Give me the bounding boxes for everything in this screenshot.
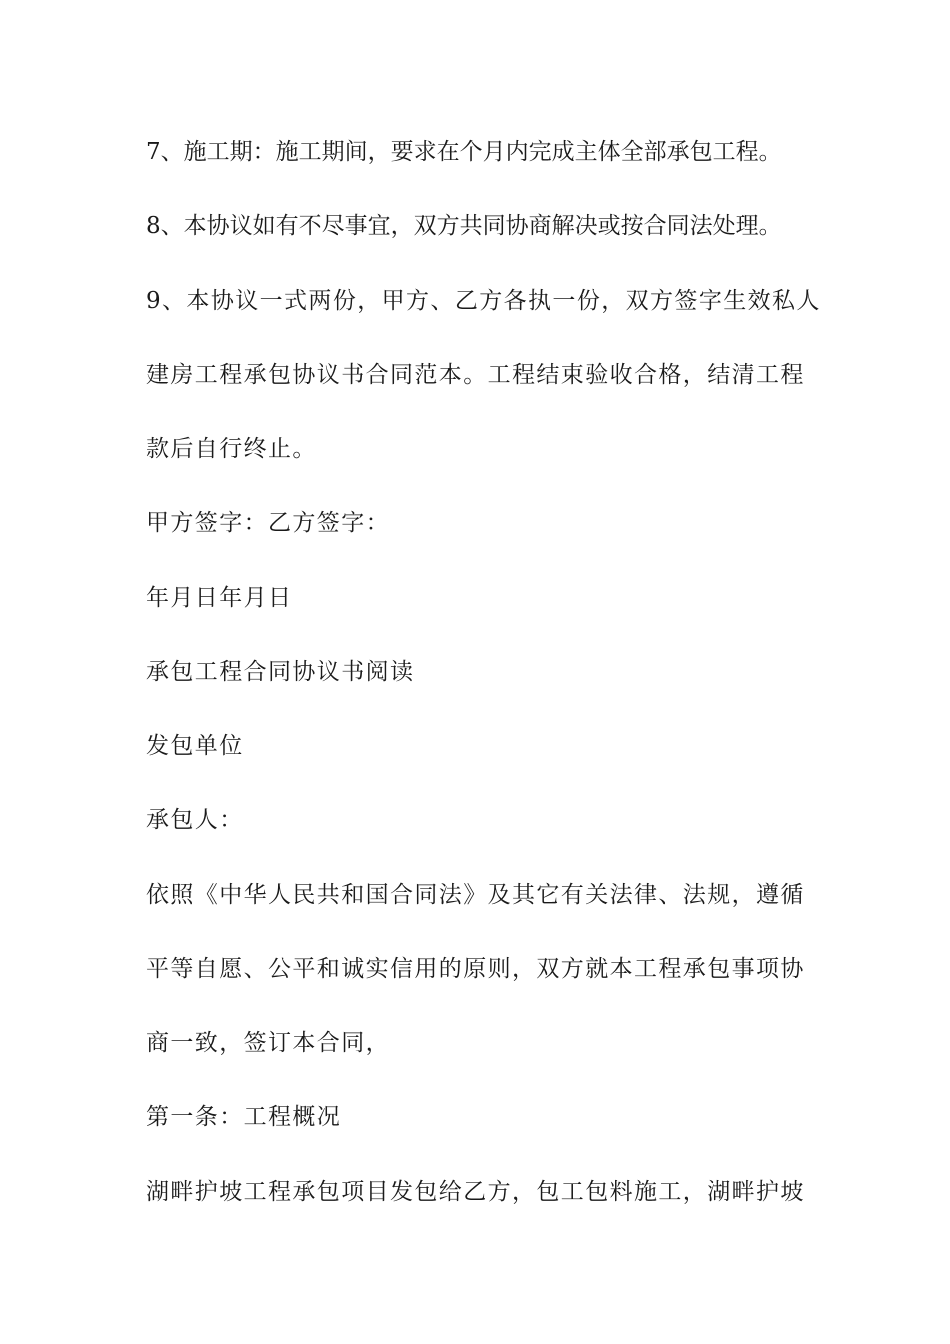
signature-line: 甲方签字：乙方签字： [146,510,390,536]
section-title: 承包工程合同协议书阅读 [146,659,415,685]
text-line-clause-9-cont: 建房工程承包协议书合同范本。工程结束验收合格，结清工程 [146,362,805,388]
text-line-clause-7: 7、施工期：施工期间，要求在个月内完成主体全部承包工程。 [146,139,782,165]
text-line-article-1: 湖畔护坡工程承包项目发包给乙方，包工包料施工，湖畔护坡 [146,1179,805,1205]
contractor-label: 承包人： [146,807,244,833]
article-heading: 第一条：工程概况 [146,1104,342,1130]
text-line-intro-cont: 平等自愿、公平和诚实信用的原则，双方就本工程承包事项协 [146,956,805,982]
text-line-clause-9: 9、本协议一式两份，甲方、乙方各执一份，双方签字生效私人 [146,288,821,314]
text-line-clause-8: 8、本协议如有不尽事宜，双方共同协商解决或按合同法处理。 [146,213,782,239]
text-line-intro: 依照《中华人民共和国合同法》及其它有关法律、法规，遵循 [146,882,805,908]
text-line-clause-9-end: 款后自行终止。 [146,436,317,462]
employer-label: 发包单位 [146,733,244,759]
text-line-intro-end: 商一致，签订本合同， [146,1030,390,1056]
date-line: 年月日年月日 [146,585,293,611]
